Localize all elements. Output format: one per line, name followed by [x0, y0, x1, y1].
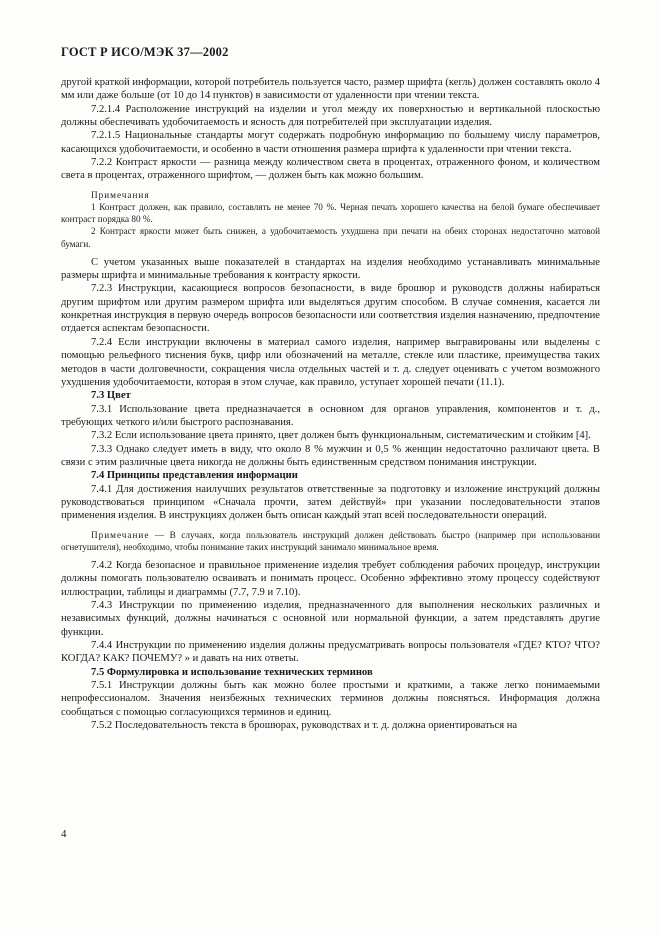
paragraph: 7.4.1 Для достижения наилучших результатов ответственные за подготовку и изложение инструкций должны руководствоваться принципом «Сначала прочти, затем действуй» при указании последовательности этапов применения изделия. В инструкциях должен быть описан каждый этап всей последовательности операций. [61, 483, 600, 522]
note-text: — В случаях, когда пользователь инструкций должен действовать быстро (например при использовании огнетушителя), необходимо, чтобы понимание таких инструкций занимало минимальное время. [61, 529, 600, 552]
page-header: ГОСТ Р ИСО/МЭК 37—2002 [61, 45, 229, 59]
paragraph: другой краткой информации, которой потребитель пользуется часто, размер шрифта (кегль) должен составлять около 4 мм или даже больше (от 10 до 14 пунктов) в зависимости от удаленности при чтении текста. [61, 77, 600, 102]
note-item: 1 Контраст должен, как правило, составлять не менее 70 %. Черная печать хорошего качества на белой бумаге обеспечивает контраст порядка 80 %. [61, 201, 600, 225]
note-item: 2 Контраст яркости может быть снижен, а удобочитаемость ухудшена при печати на обеих сторонах недостаточно матовой бумаги. [61, 226, 600, 249]
paragraph: 7.3.3 Однако следует иметь в виду, что около 8 % мужчин и 0,5 % женщин недостаточно различают цвета. В связи с этим различные цвета никогда не должны быть единственным средством понимания инструкции. [61, 443, 600, 468]
paragraph: 7.2.1.4 Расположение инструкций на изделии и угол между их поверхностью и вертикальной плоскостью должны обеспечивать удобочитаемость и ясность для потребителей при эксплуатации изделия. [61, 103, 600, 129]
page-number: 4 [61, 828, 67, 840]
section-heading: 7.3 Цвет [91, 390, 131, 402]
paragraph: 7.2.2 Контраст яркости — разница между количеством света в процентах, отраженного фоном, и количеством света в процентах, отраженного шрифтом, — должен быть как можно большим. [61, 157, 600, 182]
note-item [61, 529, 600, 553]
paragraph: 7.3.1 Использование цвета предназначается в основном для органов управления, компонентов и т. д., требующих четкого и/или быстрого распознавания. [61, 403, 600, 428]
paragraph: 7.3.2 Если использование цвета принято, цвет должен быть функциональным, систематическим и стойким [4]. [91, 430, 591, 442]
paragraph: С учетом указанных выше показателей в стандартах на изделия необходимо устанавливать минимальные размеры шрифта и минимальные требования к контрасту яркости. [61, 256, 600, 282]
paragraph: 7.4.2 Когда безопасное и правильное применение изделия требует соблюдения рабочих процедур, инструкции должны помогать пользователю осваивать и понимать процесс. Особенно эффективно этому процессу содействуют иллюстрации, таблицы и диаграммы (7.7, 7.9 и 7.10). [61, 560, 600, 598]
section-heading: 7.5 Формулировка и использование технических терминов [91, 666, 373, 678]
note-label: Примечание [91, 529, 150, 540]
notes-heading: Примечания [91, 189, 150, 200]
paragraph: 7.2.3 Инструкции, касающиеся вопросов безопасности, в виде брошюр и руководств должны набираться другим шрифтом или другим размером шрифта или выделяться другим способом. В случае сомнения, касается ли конкретная инструкция в первую очередь вопросов безопасности или соответствия изделия назначению, предпочтение отдается аспектам безопасности. [61, 283, 600, 335]
paragraph: 7.2.1.5 Национальные стандарты могут содержать подробную информацию по большему числу параметров, касающихся удобочитаемости, и особенно в части отношения размера шрифта к удаленности при чтении текста. [61, 130, 600, 155]
paragraph: 7.5.2 Последовательность текста в брошюрах, руководствах и т. д. должна ориентироваться на [91, 720, 518, 732]
paragraph: 7.2.4 Если инструкции включены в материал самого изделия, например выгравированы или выделены с помощью рельефного тиснения букв, цифр или обозначений на металле, стекле или пластике, преимущества таких методов в части долговечности, сокращения числа отдельных частей и т. д. следует оценивать с учетом возможного ухудшения удобочитаемости, которая в этом случае, как правило, уступает хорошей печати (11.1). [61, 336, 600, 388]
paragraph: 7.4.4 Инструкции по применению изделия должны предусматривать вопросы пользователя «ГДЕ? КТО? ЧТО? КОГДА? КАК? ПОЧЕМУ? » и давать на них ответы. [61, 640, 600, 665]
paragraph: 7.5.1 Инструкции должны быть как можно более простыми и краткими, а также легко понимаемыми непрофессионалом. Значения неизбежных технических терминов должны поясняться. Информация должна сообщаться с помощью согласующихся терминов и единиц. [61, 680, 600, 718]
section-heading: 7.4 Принципы представления информации [91, 470, 298, 482]
page-content [61, 76, 600, 733]
paragraph: 7.4.3 Инструкции по применению изделия, предназначенного для выполнения нескольких различных и независимых функций, должны начинаться с основной или нормальной функции, а затем представлять другие функции. [61, 600, 600, 638]
